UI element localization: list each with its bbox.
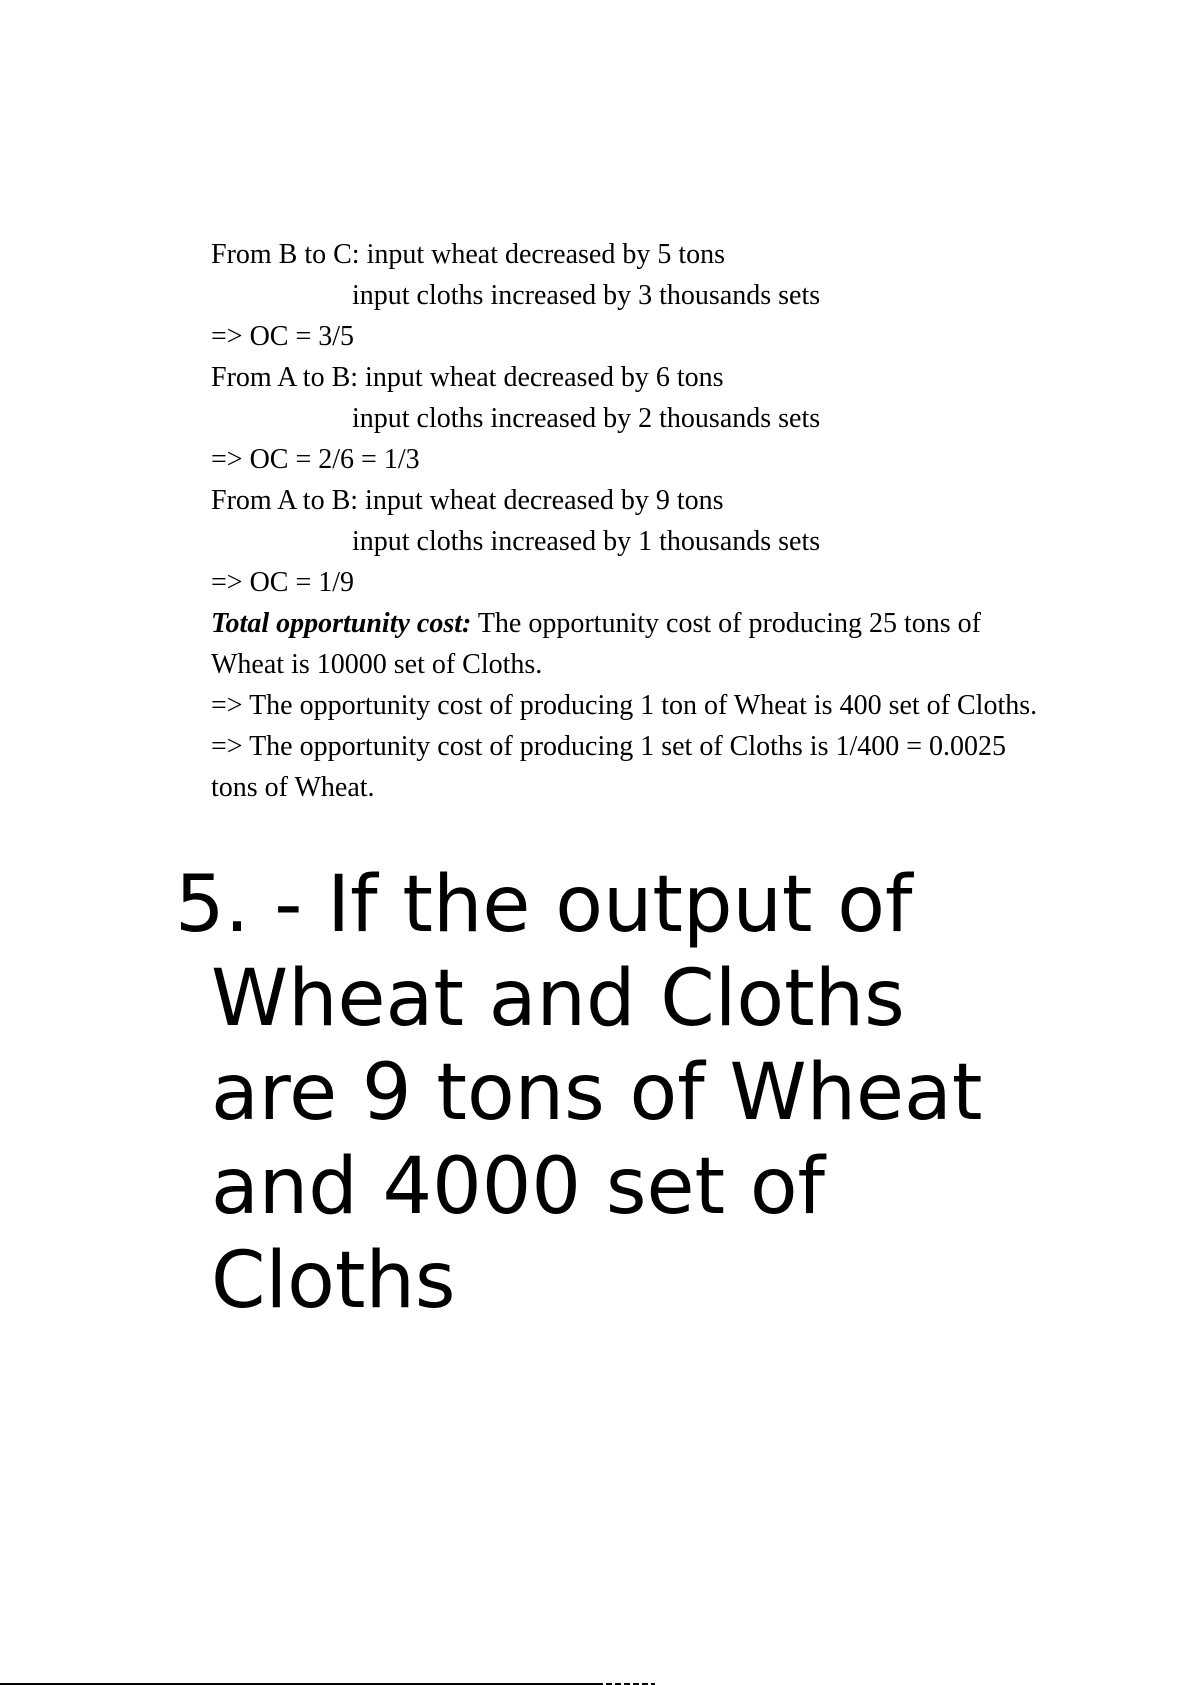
text-line-oc-a-to-b: => OC = 2/6 = 1/3	[211, 444, 420, 475]
total-opportunity-cost-paragraph	[211, 603, 1051, 685]
conclusion-wheat-paragraph: => The opportunity cost of producing 1 ton of Wheat is 400 set of Cloths.	[211, 690, 1038, 721]
text-line-a-to-b-wheat: From A to B: input wheat decreased by 6 tons	[211, 362, 724, 393]
text-line-a-to-b-cloths: input cloths increased by 2 thousands sets	[352, 403, 821, 434]
section-heading-5	[175, 858, 1055, 1328]
text-line-oc-b-to-c: => OC = 3/5	[211, 321, 355, 352]
calculation-text-block	[211, 234, 1051, 808]
conclusion-cloths-paragraph: => The opportunity cost of producing 1 set of Cloths is 1/400 = 0.0025 tons of Wheat.	[211, 731, 1007, 803]
heading-number: 5.	[175, 860, 250, 950]
text-line-b-to-c-wheat: From B to C: input wheat decreased by 5 tons	[211, 239, 726, 270]
text-line-a-to-b-cloths-2: input cloths increased by 1 thousands sets	[352, 526, 821, 557]
total-opportunity-cost-label: Total opportunity cost:	[211, 608, 472, 639]
heading-text: - If the output of Wheat and Cloths are 9 tons of Wheat and 4000 set of Cloths	[211, 860, 983, 1326]
text-line-oc-a-to-b-2: => OC = 1/9	[211, 567, 355, 598]
text-line-a-to-b-wheat-2: From A to B: input wheat decreased by 9 tons	[211, 485, 724, 516]
text-line-b-to-c-cloths: input cloths increased by 3 thousands sets	[352, 280, 821, 311]
total-opportunity-cost-text: The opportunity cost of producing 25 tons of Wheat is 10000 set of Cloths.	[211, 608, 981, 680]
